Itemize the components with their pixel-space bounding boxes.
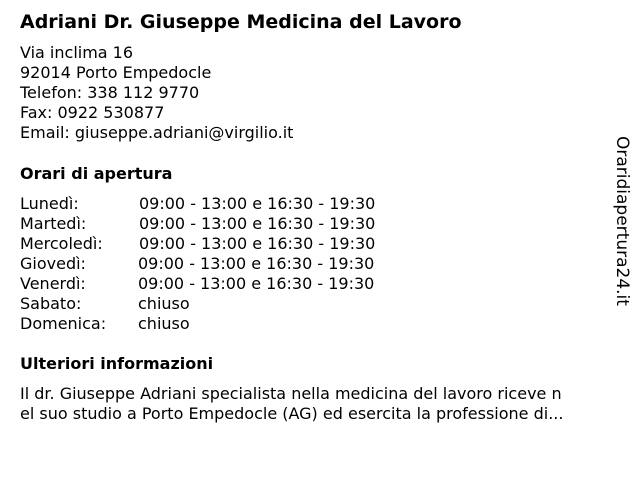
description-line: Il dr. Giuseppe Adriani specialista nella medicina del lavoro riceve n (20, 384, 562, 403)
watermark-text: Oraridiapertura24.it (612, 136, 632, 306)
time-value: 09:00 - 13:00 e 16:30 - 19:30 (139, 214, 376, 233)
day-label: Martedì: (20, 214, 87, 233)
city-postcode: 92014 Porto Empedocle (20, 63, 212, 82)
day-label: Sabato: (20, 294, 82, 313)
time-value: chiuso (138, 294, 190, 313)
street-address: Via inclima 16 (20, 43, 134, 62)
day-label: Venerdì: (20, 274, 86, 293)
phone-number: Telefon: 338 112 9770 (20, 83, 200, 102)
business-title: Adriani Dr. Giuseppe Medicina del Lavoro (20, 11, 462, 33)
fax-number: Fax: 0922 530877 (20, 103, 165, 122)
contact-block (20, 43, 293, 143)
time-value: 09:00 - 13:00 e 16:30 - 19:30 (138, 254, 375, 273)
description-line: el suo studio a Porto Empedocle (AG) ed esercita la professione di... (20, 404, 564, 423)
site-watermark (611, 136, 635, 312)
day-label: Mercoledì: (20, 234, 103, 253)
time-value: chiuso (138, 314, 190, 333)
opening-hours-heading: Orari di apertura (20, 164, 173, 183)
time-value: 09:00 - 13:00 e 16:30 - 19:30 (139, 234, 376, 253)
day-label: Domenica: (20, 314, 107, 333)
day-label: Giovedì: (20, 254, 86, 273)
additional-info-heading: Ulteriori informazioni (20, 354, 214, 373)
email-address: Email: giuseppe.adriani@virgilio.it (20, 123, 294, 142)
time-value: 09:00 - 13:00 e 16:30 - 19:30 (138, 274, 375, 293)
day-label: Lunedì: (20, 194, 79, 213)
additional-info-text (20, 384, 620, 424)
time-value: 09:00 - 13:00 e 16:30 - 19:30 (139, 194, 376, 213)
